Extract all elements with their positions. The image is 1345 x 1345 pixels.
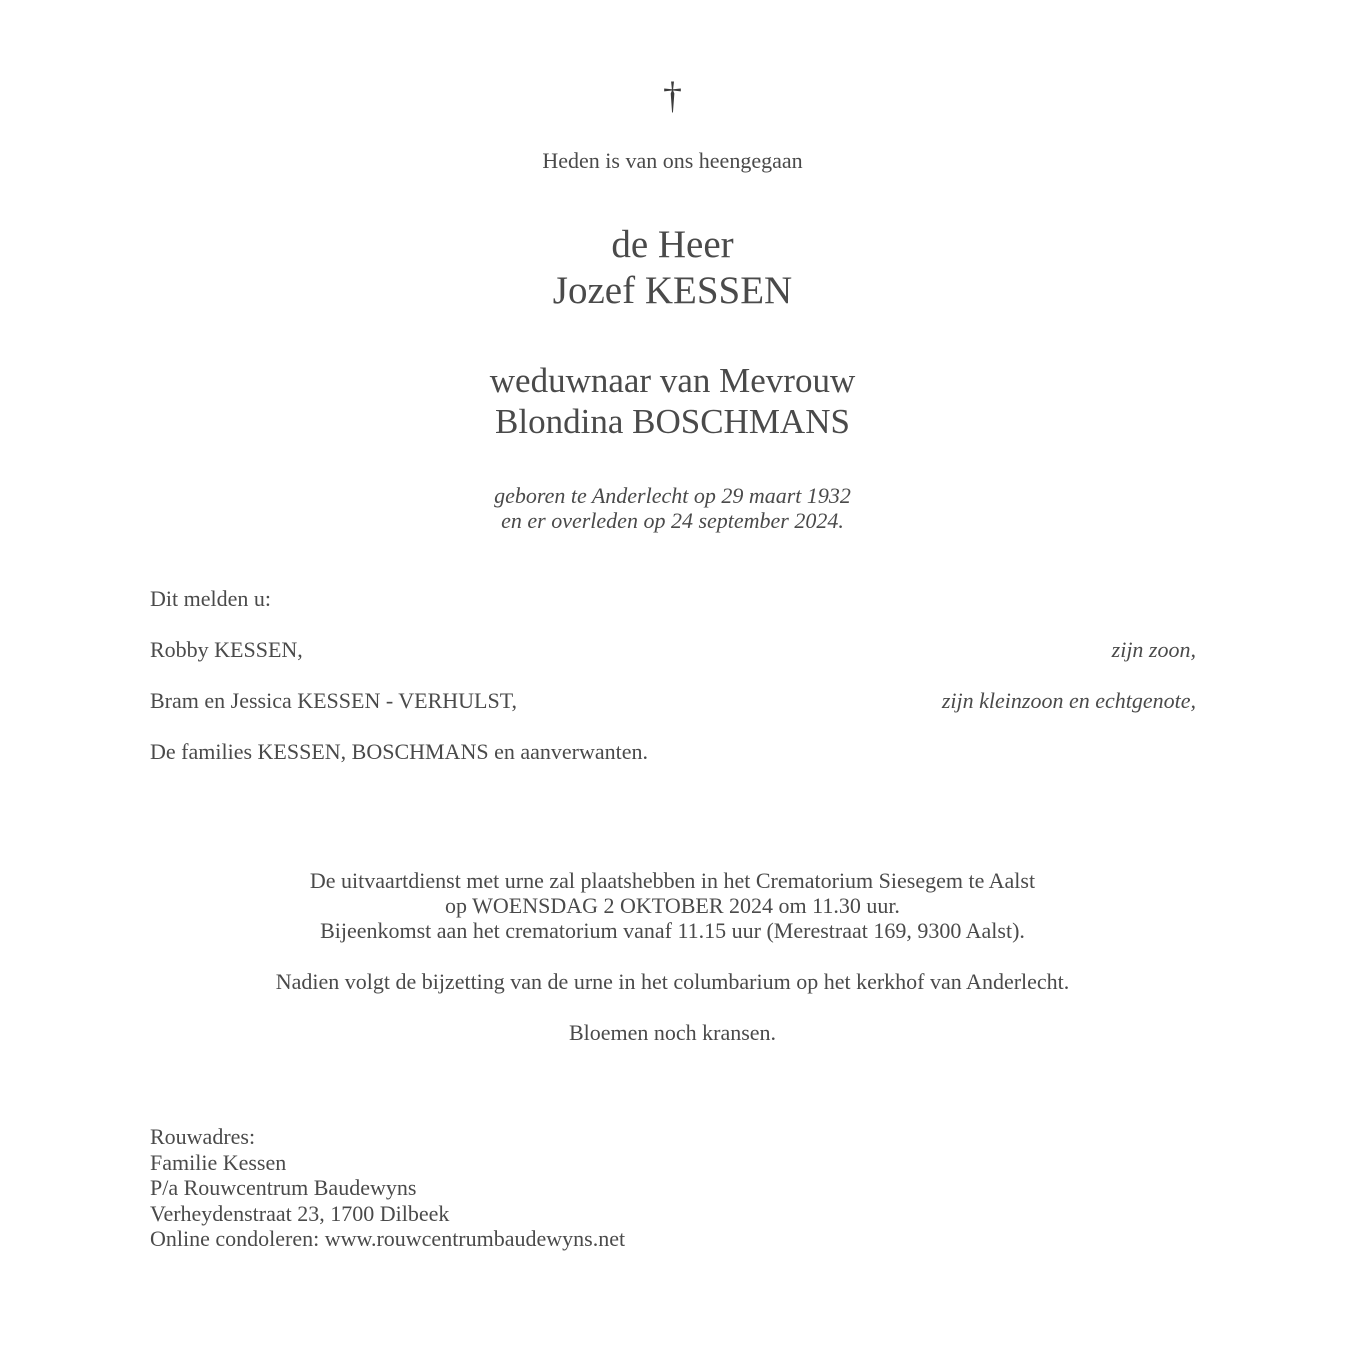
announcer-row	[150, 688, 1196, 739]
address-line-1: Familie Kessen	[150, 1149, 287, 1175]
announcer-name: Bram en Jessica KESSEN - VERHULST,	[150, 688, 518, 713]
address-line-2: P/a Rouwcentrum Baudewyns	[150, 1175, 417, 1200]
service-line-3: Bijeenkomst aan het crematorium vanaf 11.15 uur (Merestraat 169, 9300 Aalst).	[320, 918, 1025, 943]
address-block	[150, 1124, 625, 1252]
died-text: en er overleden op 24 september 2024.	[501, 508, 844, 533]
address-heading: Rouwadres:	[150, 1124, 256, 1149]
announcers-block	[150, 586, 1196, 790]
announcer-row	[150, 637, 1196, 688]
announcers-heading-row	[150, 586, 1196, 637]
cross-icon: †	[663, 75, 682, 117]
announcer-relation: zijn kleinzoon en echtgenote,	[941, 688, 1196, 713]
service-line-2: op WOENSDAG 2 OKTOBER 2024 om 11.30 uur.	[445, 893, 900, 918]
address-line-3: Verheydenstraat 23, 1700 Dilbeek	[150, 1200, 450, 1226]
born-text: geboren te Anderlecht op 29 maart 1932	[494, 483, 851, 508]
announcers-heading: Dit melden u:	[150, 586, 271, 611]
deceased-block	[0, 222, 1345, 314]
families-text: De families KESSEN, BOSCHMANS en aanverwanten.	[150, 739, 648, 764]
flowers-text: Bloemen noch kransen.	[568, 1020, 777, 1045]
deceased-title: de Heer	[611, 223, 734, 266]
families-row	[150, 739, 1196, 790]
announcer-name: Robby KESSEN,	[150, 637, 303, 662]
burial-text: Nadien volgt de bijzetting van de urne in het columbarium op het kerkhof van Anderlecht.	[275, 969, 1070, 994]
spouse-block	[0, 360, 1345, 442]
spouse-line-2: Blondina BOSCHMANS	[495, 402, 850, 441]
address-line-4: Online condoleren: www.rouwcentrumbaudewyns.net	[150, 1226, 626, 1251]
service-block	[0, 868, 1345, 1045]
spouse-line-1: weduwnaar van Mevrouw	[489, 361, 856, 400]
deceased-name: Jozef KESSEN	[552, 269, 793, 312]
service-line-1: De uitvaartdienst met urne zal plaatshebben in het Crematorium Siesegem te Aalst	[309, 868, 1036, 893]
intro-text: Heden is van ons heengegaan	[542, 148, 803, 173]
dates-block	[0, 483, 1345, 533]
announcer-relation: zijn zoon,	[1111, 637, 1196, 662]
